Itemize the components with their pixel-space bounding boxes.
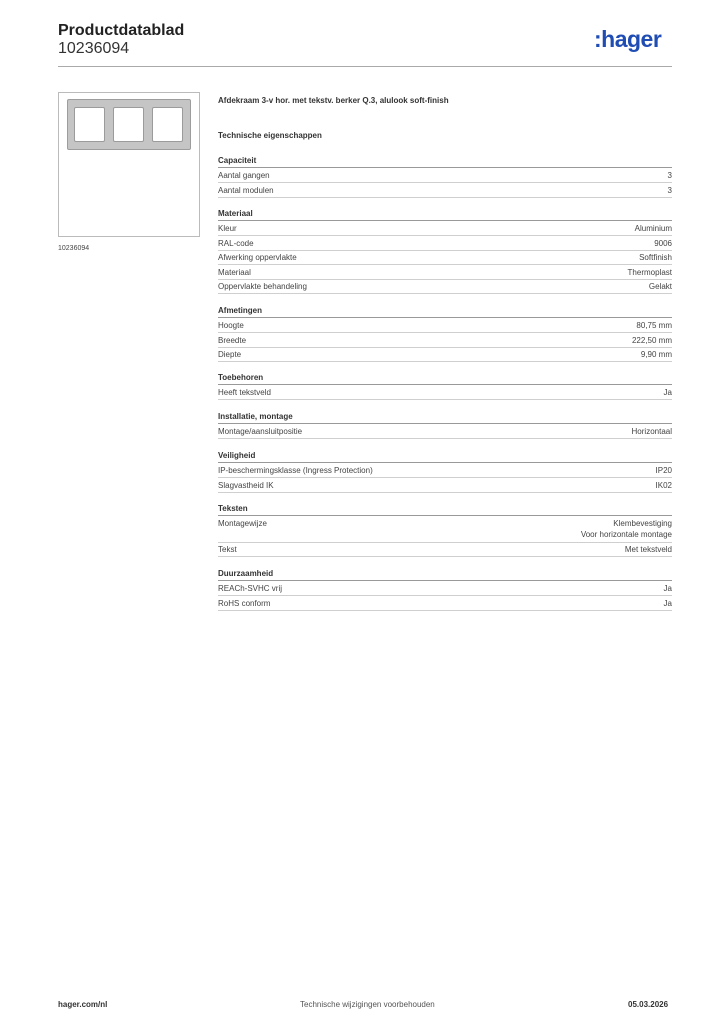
spec-row: [218, 348, 672, 362]
spec-value: 3: [667, 185, 672, 195]
spec-row: [218, 266, 672, 280]
section-title: Duurzaamheid: [218, 568, 672, 581]
spec-row: [218, 184, 672, 198]
spec-row: [218, 597, 672, 611]
spec-label: Hoogte: [218, 321, 244, 330]
spec-label: RAL-code: [218, 238, 254, 248]
tech-heading: Technische eigenschappen: [218, 131, 322, 140]
image-caption: 10236094: [58, 245, 90, 252]
spec-value: IK02: [655, 480, 672, 490]
spec-label: RoHS conform: [218, 598, 271, 608]
spec-value: Thermoplast: [627, 267, 672, 277]
spec-label: Montage/aansluitpositie: [218, 427, 303, 436]
spec-value: Voor horizontale montage: [580, 530, 672, 539]
product-image: [58, 92, 200, 237]
spec-row: [218, 517, 672, 543]
spec-row: [218, 543, 672, 557]
spec-row: [218, 582, 672, 596]
cover-frame-picture: [67, 99, 191, 150]
spec-label: Materiaal: [218, 267, 251, 277]
section-title: Capaciteit: [218, 155, 672, 168]
section-title: Installatie, montage: [218, 411, 672, 424]
spec-label: Heeft tekstveld: [218, 388, 271, 397]
spec-value: 3: [667, 171, 672, 180]
section-title: Afmetingen: [218, 305, 672, 318]
spec-label: Diepte: [218, 350, 242, 359]
section-title: Toebehoren: [218, 372, 672, 385]
spec-label: Tekst: [218, 545, 237, 554]
spec-row: [218, 237, 672, 251]
frame-opening: [152, 107, 183, 142]
spec-row: [218, 319, 672, 333]
spec-label: Montagewijze: [218, 519, 267, 528]
spec-label: Kleur: [218, 224, 237, 233]
spec-value: 80,75 mm: [636, 321, 672, 330]
hager-logo: :hager: [594, 26, 662, 52]
spec-row: [218, 169, 672, 183]
spec-row: [218, 222, 672, 236]
footer-website[interactable]: hager.com/nl: [58, 1000, 108, 1009]
spec-label: Aantal modulen: [218, 185, 274, 195]
spec-value: IP20: [655, 466, 672, 475]
footer-disclaimer: Technische wijzigingen voorbehouden: [300, 1000, 435, 1009]
spec-value: Ja: [663, 584, 672, 593]
spec-value: 222,50 mm: [631, 335, 672, 345]
spec-value: Aluminium: [634, 224, 672, 233]
spec-value: Met tekstveld: [624, 545, 672, 554]
product-title: Afdekraam 3-v hor. met tekstv. berker Q.3, alulook soft-finish: [218, 96, 449, 105]
spec-row: [218, 479, 672, 493]
spec-label: REACh-SVHC vrij: [218, 584, 283, 593]
header-divider: [58, 66, 672, 67]
frame-opening: [113, 107, 144, 142]
spec-row: [218, 386, 672, 400]
spec-value: Softfinish: [639, 253, 672, 262]
spec-label: Slagvastheid IK: [218, 480, 274, 490]
spec-row: [218, 280, 672, 294]
frame-opening: [74, 107, 105, 142]
section-title: Veiligheid: [218, 450, 672, 463]
product-number: 10236094: [58, 40, 130, 57]
section-title: Teksten: [218, 503, 672, 516]
spec-row: [218, 464, 672, 478]
footer-date: 05.03.2026: [628, 1000, 669, 1009]
page-title: Productdatablad: [58, 22, 185, 39]
spec-row: [218, 334, 672, 348]
spec-label: IP-beschermingsklasse (Ingress Protection): [218, 466, 373, 475]
spec-value: 9006: [654, 238, 672, 248]
spec-label: Aantal gangen: [218, 171, 270, 180]
spec-label: Oppervlakte behandeling: [218, 282, 307, 291]
spec-label: Afwerking oppervlakte: [218, 253, 297, 262]
spec-value: Ja: [663, 388, 672, 397]
spec-label: Breedte: [218, 335, 247, 345]
spec-value: Horizontaal: [631, 427, 672, 436]
spec-value: 9,90 mm: [640, 350, 672, 359]
spec-row: [218, 251, 672, 265]
spec-value: Klembevestiging: [613, 519, 672, 528]
spec-value: Ja: [663, 598, 672, 608]
spec-row: [218, 425, 672, 439]
spec-value: Gelakt: [648, 282, 672, 291]
section-title: Materiaal: [218, 208, 672, 221]
